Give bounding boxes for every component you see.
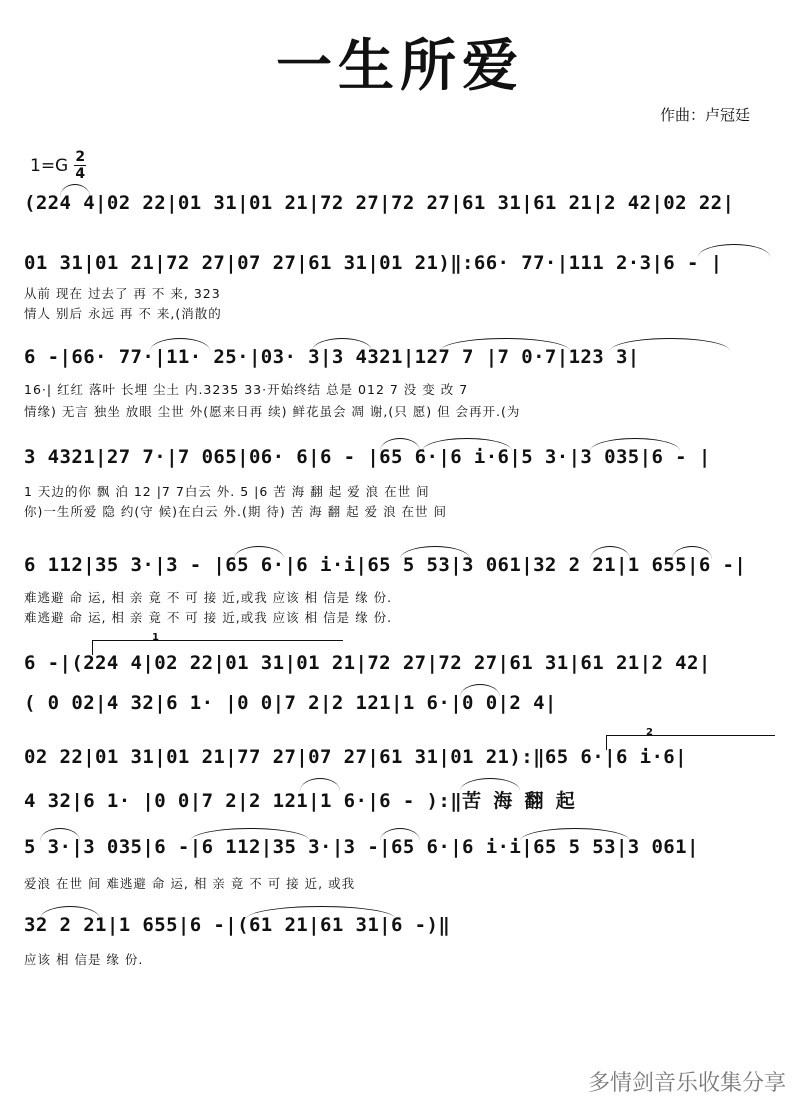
slur: [190, 828, 310, 841]
lyric-line-2a: 从前 现在 过去了 再 不 来, 323: [24, 286, 221, 301]
volta-number-2: 2: [646, 727, 653, 738]
slur: [400, 546, 470, 559]
slur: [246, 906, 396, 919]
slur: [60, 184, 90, 197]
lyric-line-2b: 情人 别后 永远 再 不 来,(消散的: [24, 306, 222, 321]
slur: [698, 244, 770, 257]
slur: [590, 546, 630, 559]
score-line-6-upper: 6 -|(224 4|02 22|01 31|01 21|72 27|72 27|61 31|61 21|2 42|: [24, 652, 711, 674]
lyric-line-9: 应该 相 信是 缘 份.: [24, 952, 144, 967]
score-line-2: 01 31|01 21|72 27|07 27|61 31|01 21)‖:66· 77·|111 2·3|6 - |: [24, 252, 723, 274]
score-line-1: (224 4|02 22|01 31|01 21|72 27|72 27|61 31|61 21|2 42|02 22|: [24, 192, 735, 214]
lyric-line-3a: 16·| 红红 落叶 长埋 尘土 内.3235 33·开始终结 总是 012 7 没 变 改 7: [24, 382, 469, 397]
slur: [312, 338, 372, 351]
song-title: 一生所爱: [276, 34, 524, 99]
score-line-7-upper: 02 22|01 31|01 21|77 27|07 27|61 31|01 21):‖65 6·|6 i·6|: [24, 746, 687, 768]
slur: [440, 338, 570, 351]
time-top: 2: [75, 149, 86, 165]
lyric-line-8: 爱浪 在世 间 难逃避 命 运, 相 亲 竟 不 可 接 近, 或我: [24, 876, 356, 891]
score-line-9: 32 2 21|1 655|6 -|(61 21|61 31|6 -)‖: [24, 914, 451, 936]
composer-credit: 作曲：卢冠廷: [659, 106, 750, 124]
slur: [300, 778, 340, 791]
slur: [40, 828, 80, 841]
slur: [422, 438, 512, 451]
lyric-line-5a: 难逃避 命 运, 相 亲 竟 不 可 接 近,或我 应该 相 信是 缘 份.: [24, 590, 393, 605]
score-line-3: 6 -|66· 77·|11· 25·|03· 3|3 4321|127 7 |7 0·7|123 3|: [24, 346, 640, 368]
score-line-6-lower: ( 0 02|4 32|6 1· |0 0|7 2|2 121|1 6·|0 0|2 4|: [24, 692, 557, 714]
lyric-line-3b: 情缘) 无言 独坐 放眼 尘世 外(愿来日再 续) 鲜花虽会 凋 谢,(只 愿) 但 会再开.(为: [24, 404, 521, 419]
time-signature: [74, 150, 86, 181]
key-signature: [30, 150, 86, 181]
slur: [40, 906, 100, 919]
lyric-line-5b: 难逃避 命 运, 相 亲 竟 不 可 接 近,或我 应该 相 信是 缘 份.: [24, 610, 393, 625]
lyric-line-4a: 1 天边的你 飘 泊 12 |7 7白云 外. 5 |6 苦 海 翻 起 爱 浪 在世 间: [24, 484, 430, 499]
slur: [672, 546, 712, 559]
slur: [520, 828, 630, 841]
watermark: 多情剑音乐收集分享: [587, 1071, 786, 1096]
lyric-line-4b: 你)一生所爱 隐 约(守 候)在白云 外.(期 待) 苦 海 翻 起 爱 浪 在世 间: [24, 504, 448, 519]
key-label: 1=G: [30, 155, 69, 176]
slur: [234, 546, 284, 559]
volta-number-1: 1: [152, 632, 159, 643]
slur: [150, 338, 210, 351]
slur: [460, 778, 520, 791]
score-line-4: 3 4321|27 7·|7 065|06· 6|6 - |65 6·|6 i·6|5 3·|3 035|6 - |: [24, 446, 711, 468]
time-bottom: 4: [75, 166, 86, 182]
slur: [460, 684, 500, 697]
score-line-7-lower: 4 32|6 1· |0 0|7 2|2 121|1 6·|6 - ):‖苦 海 翻 起: [24, 790, 576, 812]
score-line-5: 6 112|35 3·|3 - |65 6·|6 i·i|65 5 53|3 061|32 2 21|1 655|6 -|: [24, 554, 747, 576]
slur: [380, 828, 420, 841]
slur: [380, 438, 420, 451]
slur: [590, 438, 680, 451]
slur: [610, 338, 730, 351]
score-line-8: 5 3·|3 035|6 -|6 112|35 3·|3 -|65 6·|6 i·i|65 5 53|3 061|: [24, 836, 699, 858]
